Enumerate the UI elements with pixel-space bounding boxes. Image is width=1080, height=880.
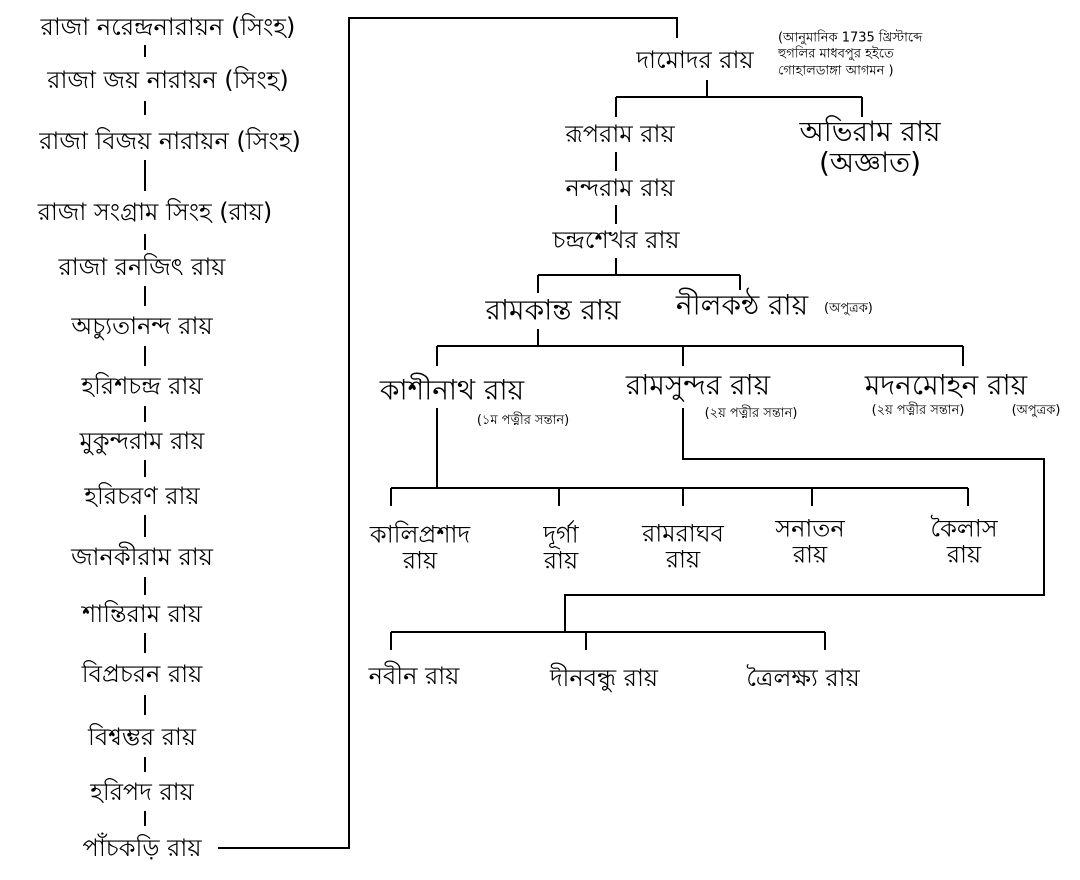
person-ramraghab-line-2: রায় [665,546,701,574]
person-kailas-line-2: রায় [946,541,982,569]
note-damodar [778,31,922,80]
person-ramsundar: রামসুন্দর রায় [625,368,771,402]
person-shantiram: শান্তিরাম রায় [82,599,202,628]
person-haripada: হরিপদ রায় [90,777,194,806]
note-madanmohan: (২য় পত্নীর সন্তান) [871,402,965,418]
person-ramkanta: রামকান্ত রায় [485,293,621,327]
person-janakiram: জানকীরাম রায় [71,542,213,571]
person-sanatan [775,516,844,569]
person-achyutananda: অচ্যুতানন্দ রায় [71,311,213,340]
person-kailas-line-1: কৈলাস [930,514,998,543]
person-panchkari: পাঁচকড়ি রায় [82,833,202,862]
person-bishwambhar: বিশ্বম্ভর রায় [87,722,197,751]
note-damodar-line-1: (আনুমানিক 1735 খ্রিস্টাব্দে [778,30,923,46]
person-kashinath: কাশীনাথ রায় [379,373,525,407]
person-nabin: নবীন রায় [368,661,460,690]
person-sanatan-line-2: রায় [792,541,828,569]
person-ranajit: রাজা রনজিৎ রায় [58,252,226,281]
person-bipracharan: বিপ্রচরন রায় [81,659,203,688]
person-bijoy-narayan: রাজা বিজয় নারায়ন (সিংহ) [39,126,301,155]
person-sangram-singha: রাজা সংগ্রাম সিংহ (রায়) [37,197,273,226]
person-trailokya: ত্রৈলক্ষ্য রায় [746,663,860,692]
person-ruparam: রূপরাম রায় [565,119,675,148]
person-dinabandhu: দীনবন্ধু রায় [549,663,659,692]
person-abhiram-status: (অজ্ঞাত) [818,146,922,179]
person-kaliprasad-line-1: কালিপ্রশাদ [369,520,471,549]
person-kaliprasad [370,522,470,575]
person-chandrashekhar: চন্দ্রশেখর রায় [552,225,680,254]
note-nilkantha: (অপুত্রক) [824,300,873,316]
person-abhiram-name: অভিরাম রায় [799,115,941,149]
person-ramraghab [642,521,724,574]
person-narendranarayan: রাজা নরেন্দ্রনারায়ন (সিংহ) [40,12,296,41]
person-kailas [930,516,997,569]
person-damodar: দামোদর রায় [636,45,754,74]
person-durga [543,522,578,575]
person-sanatan-line-1: সনাতন [775,514,845,543]
person-ramraghab-line-1: রামরাঘব [642,519,724,548]
person-durga-line-1: দূর্গা [543,520,579,549]
person-nandaram: নন্দরাম রায় [565,173,675,202]
note-madanmohan-2: (অপুত্রক) [1011,402,1061,418]
note-kashinath: (১ম পত্নীর সন্তান) [476,412,570,428]
person-mukundaram: মুকুন্দরাম রায় [79,426,205,455]
person-harishchandra: হরিশচন্দ্র রায় [81,371,203,400]
note-damodar-line-3: গোহালডাঙ্গা আগমন ) [778,63,894,79]
person-haricharan: হরিচরণ রায় [84,481,200,510]
person-kaliprasad-line-2: রায় [402,547,438,575]
note-ramsundar: (২য় পত্নীর সন্তান) [704,405,798,421]
person-joy-narayan: রাজা জয় নারায়ন (সিংহ) [47,65,289,94]
person-nilkantha: নীলকন্ঠ রায় [675,288,809,322]
person-durga-line-2: রায় [543,547,579,575]
person-abhiram [799,117,940,179]
note-damodar-line-2: হুগলির মাধবপুর হইতে [778,46,894,62]
person-madanmohan: মদনমোহন রায় [864,368,1028,402]
